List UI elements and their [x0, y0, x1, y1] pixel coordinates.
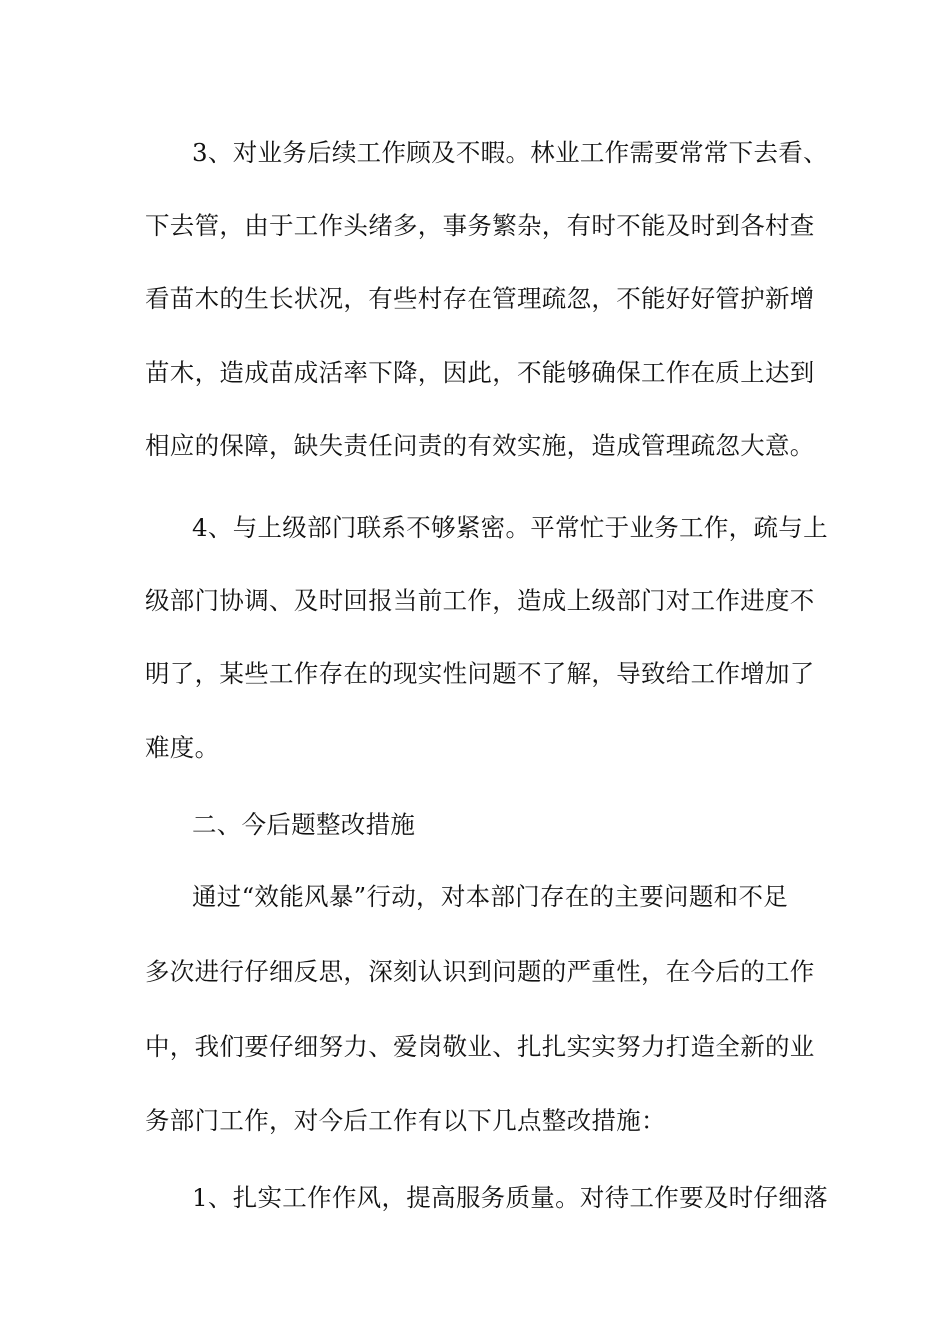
paragraph-3-line-5: 相应的保障，缺失责任问责的有效实施，造成管理疏忽大意。: [145, 431, 815, 460]
paragraph-3-line-2: 下去管，由于工作头绪多，事务繁杂，有时不能及时到各村查: [145, 211, 815, 240]
paragraph-4-line-2: 级部门协调、及时回报当前工作，造成上级部门对工作进度不: [145, 586, 815, 615]
paragraph-3-line-4: 苗木，造成苗成活率下降，因此，不能够确保工作在质上达到: [145, 358, 815, 387]
paragraph-4-line-3: 明了，某些工作存在的现实性问题不了解，导致给工作增加了: [145, 659, 815, 688]
paragraph-3-line-3: 看苗木的生长状况，有些村存在管理疏忽，不能好好管护新增: [145, 284, 815, 313]
paragraph-4-line-4: 难度。: [145, 733, 220, 762]
paragraph-intro-line-2: 多次进行仔细反思，深刻认识到问题的严重性，在今后的工作: [145, 957, 815, 986]
measure-1-line-1: 1、扎实工作作风，提高服务质量。对待工作要及时仔细落: [192, 1183, 828, 1212]
paragraph-3-line-1: 3、对业务后续工作顾及不暇。林业工作需要常常下去看、: [192, 138, 828, 167]
paragraph-intro-line-4: 务部门工作，对今后工作有以下几点整改措施：: [145, 1106, 666, 1135]
paragraph-intro-line-3: 中，我们要仔细努力、爱岗敬业、扎扎实实努力打造全新的业: [145, 1032, 815, 1061]
section-heading: 二、今后题整改措施: [192, 810, 416, 839]
paragraph-4-line-1: 4、与上级部门联系不够紧密。平常忙于业务工作，疏与上: [192, 513, 828, 542]
paragraph-intro-line-1: 通过“效能风暴”行动，对本部门存在的主要问题和不足: [192, 882, 789, 911]
